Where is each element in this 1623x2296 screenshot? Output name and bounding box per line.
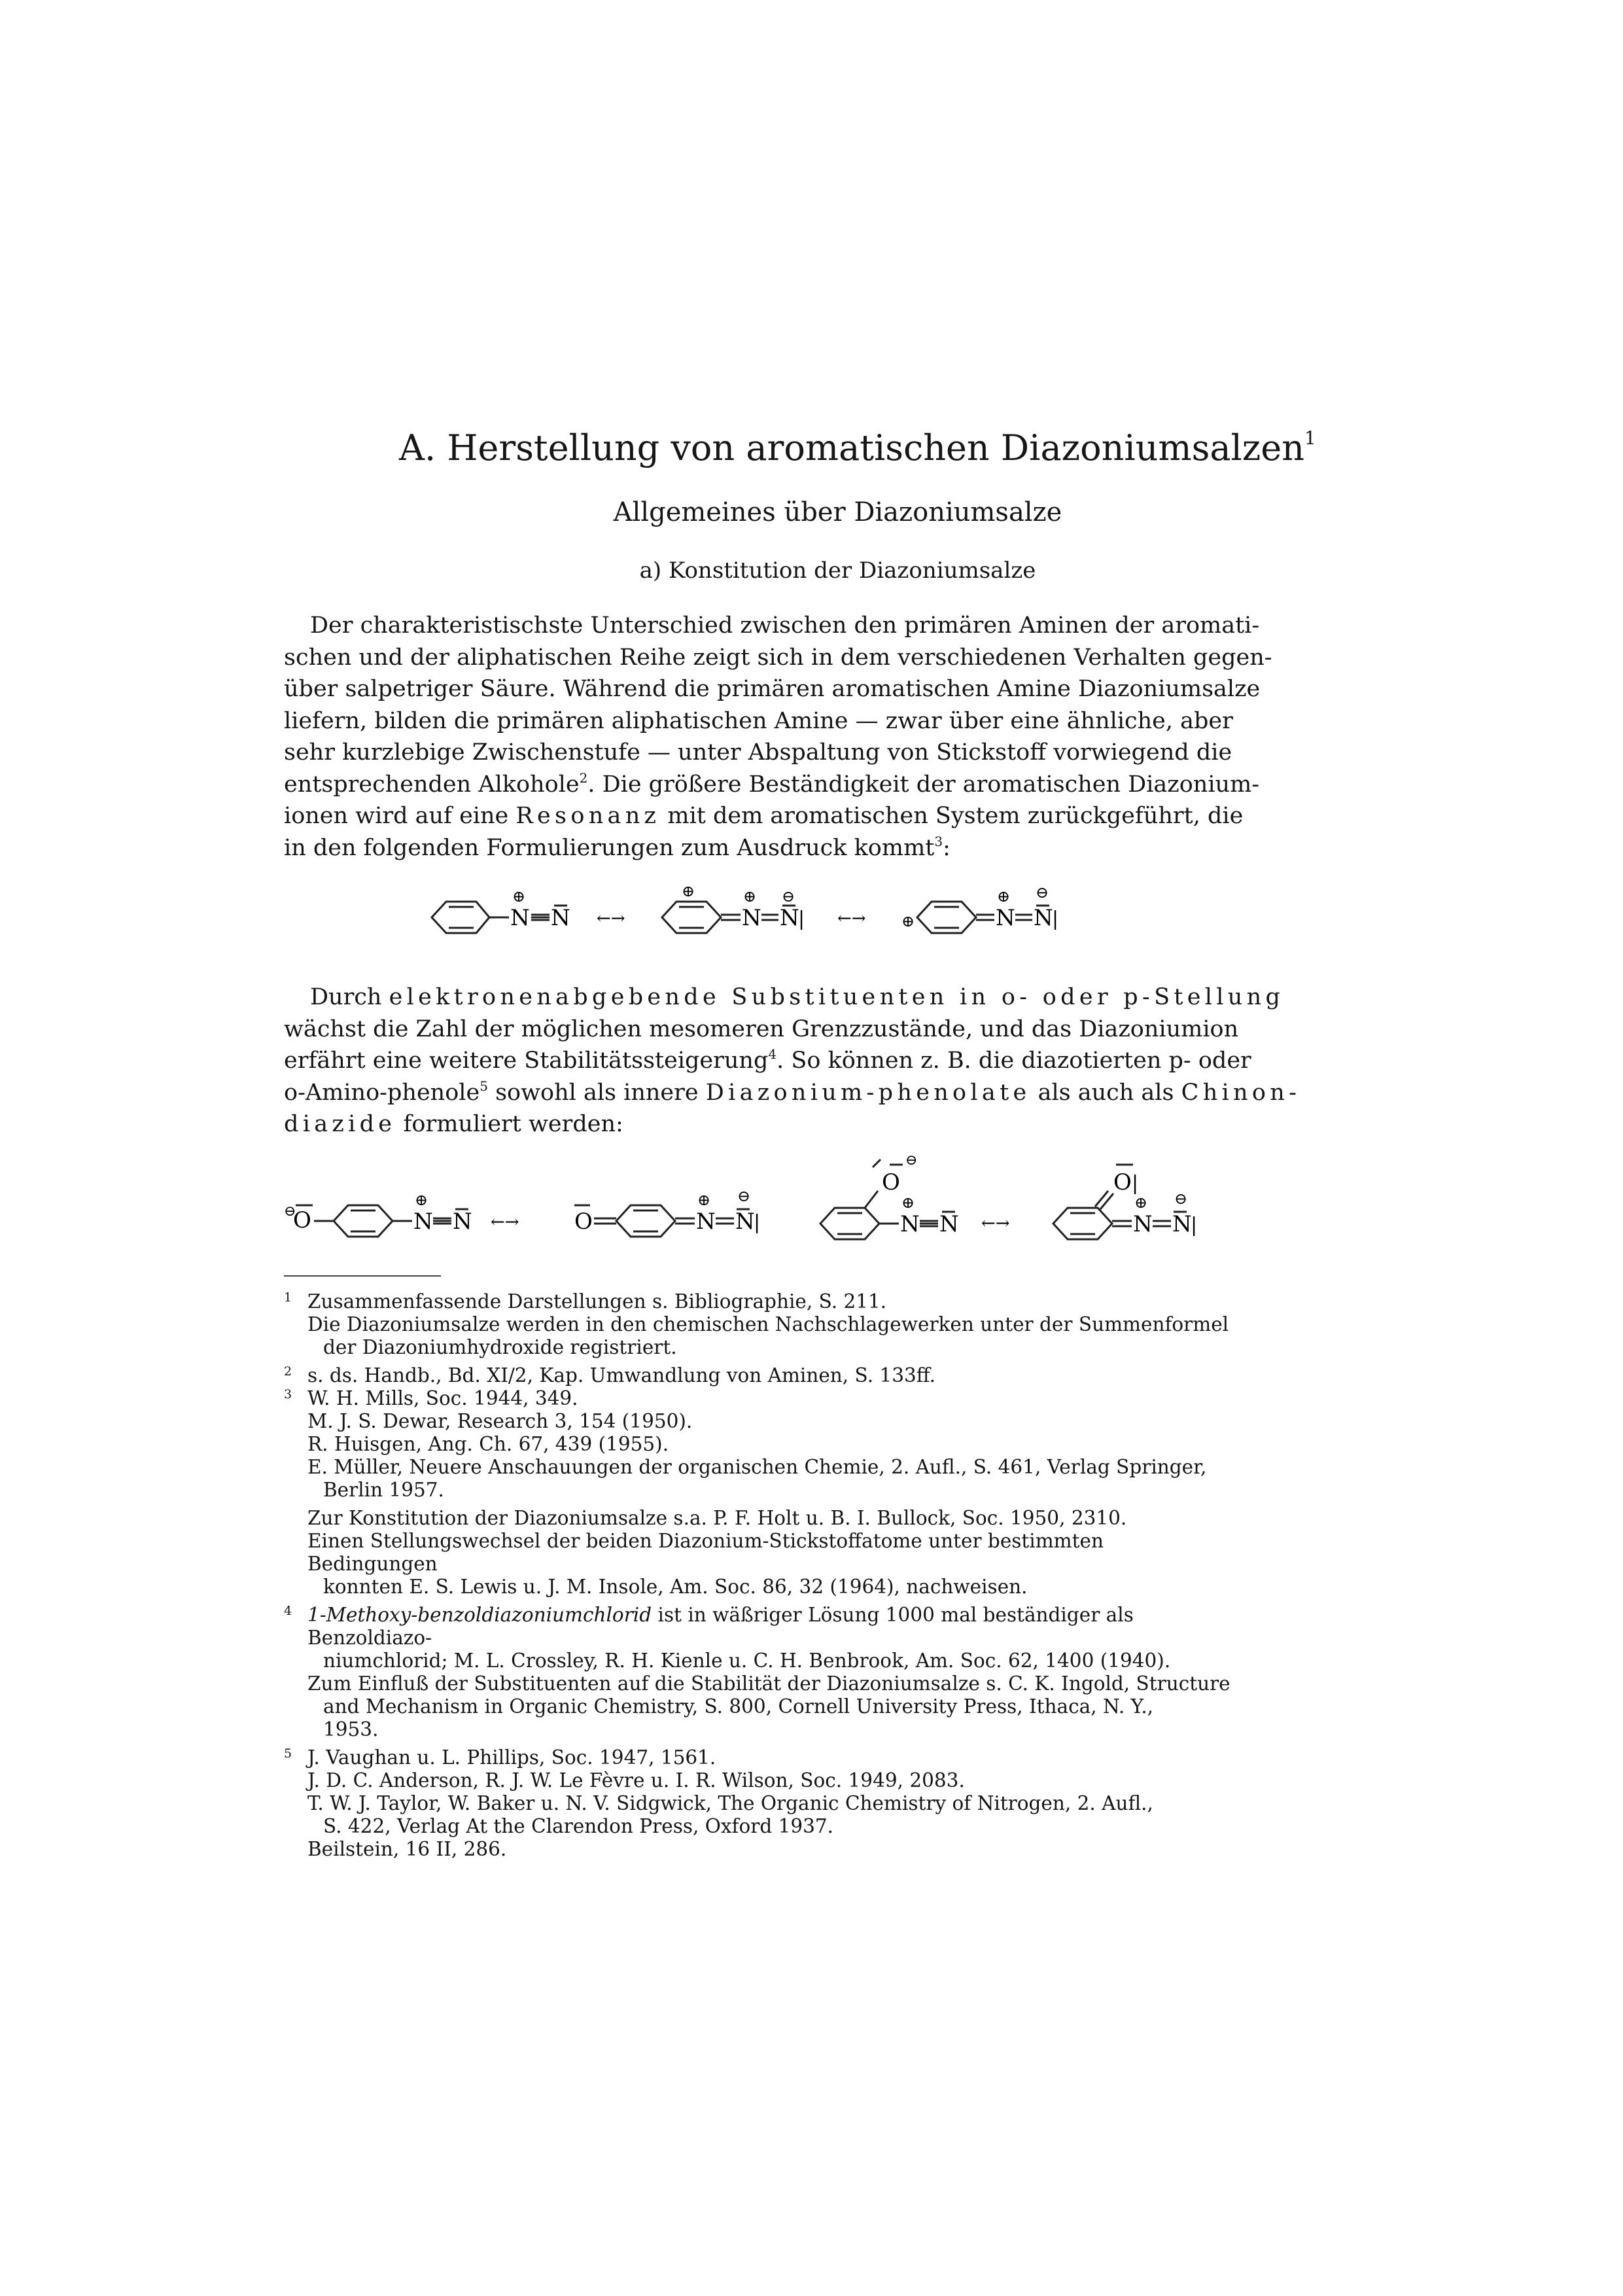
text-line: über salpetriger Säure. Während die primären aromatischen Amine Diazoniumsalze xyxy=(284,676,1261,702)
footnote-ref: 1 xyxy=(1304,427,1316,449)
svg-text:N: N xyxy=(735,1209,755,1235)
svg-text:O: O xyxy=(1113,1169,1132,1195)
svg-text:O: O xyxy=(574,1209,593,1235)
text-line: o-Amino-phenole$^5$ sowohl als innere Diazonium-phenolate als auch als Chinon- xyxy=(284,1078,1301,1106)
paragraph-substituents xyxy=(284,981,1301,1140)
svg-text:⊕: ⊕ xyxy=(901,1193,915,1212)
footnote-3: 3 W. H. Mills, Soc. 1944, 349. xyxy=(284,1387,578,1409)
svg-text:O: O xyxy=(882,1169,900,1195)
svg-text:⊕: ⊕ xyxy=(697,1191,711,1209)
svg-text:N: N xyxy=(742,905,761,931)
footnotes: 1 Zusammenfassende Darstellungen s. Bibliographie, S. 211. Die Diazoniumsalze werden in den chemischen Nachschlagewerken unter der Summenformel der Diazoniumhydroxide registriert. 2 s. ds. Handb., Bd. XI/2, Kap. Umwandlung von Aminen, S. 133ff. 3 W. H. Mills, Soc. 1944, 349. M. J. S. Dewar, Research 3, 154 (1950). R. Huisgen, Ang. Ch. 67, 439 (1955). E. Müller, Neuere Anschauungen der organischen Chemie, 2. Aufl., S. 461, Verlag Springer, Berlin 1957. Zur Konstitution der Diazoniumsalze s.a. P. F. Holt u. B. I. Bullock, Soc. 1950, 2310. Einen Stellungswechsel der beiden Diazonium-Stickstoffatome unter bestimmten Bedingungen konnten E. S. Lewis u. J. M. Insole, Am. Soc. 86, 32 (1964), nachweisen. 4 1-Methoxy-benzoldiazoniumchlorid ist in wäßriger Lösung 1000 mal beständiger als Benzoldiazo- niumchlorid; M. L. Crossley, R. H. Kienle u. C. H. Benbrook, Am. Soc. 62, 1400 (1940). Zum Einfluß der Substituenten auf die Stabilität der Diazoniumsalze s. C. K. Ingold, Structure and Mechanism in Organic Chemistry, S. 800, Cornell University Press, Ithaca, N. Y., 1953. 5 J. Vaughan u. L. Phillips, Soc. 1947, 1561. J. D. C. Anderson, R. J. W. Le Fèvre u. I. R. Wilson, Soc. 1949, 2083. T. W. J. Taylor, W. Baker u. N. V. Sidgwick, The Organic Chemistry of Nitrogen, 2. Aufl., S. 422, Verlag At the Clarendon Press, Oxford 1937. Beilstein, 16 II, 286. xyxy=(284,1290,1239,1861)
svg-text:N: N xyxy=(551,905,570,931)
svg-text:N: N xyxy=(996,905,1015,931)
svg-text:N: N xyxy=(1034,905,1053,931)
text-line: liefern, bilden die primären aliphatischen Amine — zwar über eine ähnliche, aber xyxy=(284,707,1233,734)
footnote-1: 1 Zusammenfassende Darstellungen s. Bibliographie, S. 211. xyxy=(284,1290,887,1313)
svg-text:⊕: ⊕ xyxy=(512,887,526,906)
text-line: Der charakteristischste Unterschied zwischen den primären Aminen der aromati- xyxy=(310,612,1260,639)
svg-text:N: N xyxy=(1133,1211,1153,1237)
footnote-2: 2 s. ds. Handb., Bd. XI/2, Kap. Umwandlung von Aminen, S. 133ff. xyxy=(284,1364,936,1386)
svg-text:⊖: ⊖ xyxy=(1174,1190,1188,1208)
svg-text:O: O xyxy=(293,1207,311,1233)
svg-text:|: | xyxy=(1052,908,1059,930)
svg-text:⊕: ⊕ xyxy=(743,887,757,906)
text-line: schen und der aliphatischen Reihe zeigt sich in dem verschiedenen Verhalten gegen- xyxy=(284,644,1272,671)
text-line: entsprechenden Alkohole$^2$. Die größere Beständigkeit der aromatischen Diazonium- xyxy=(284,769,1260,798)
svg-text:⊖: ⊖ xyxy=(737,1187,751,1205)
svg-text:N: N xyxy=(510,905,530,931)
chapter-title: A. Herstellung von aromatischen Diazoniumsalzen$^1$ xyxy=(399,427,1316,468)
text-line: sehr kurzlebige Zwischenstufe — unter Abspaltung von Stickstoff vorwiegend die xyxy=(284,739,1232,766)
svg-text:⊕: ⊕ xyxy=(997,887,1011,906)
svg-text:←→: ←→ xyxy=(837,909,866,928)
svg-text:⊕: ⊕ xyxy=(1134,1193,1148,1212)
paragraph-constitution xyxy=(284,610,1272,864)
formula-graphic xyxy=(419,877,1204,955)
svg-text:|: | xyxy=(1191,1214,1198,1237)
svg-text:⊖: ⊖ xyxy=(905,1152,918,1169)
text-line: Durch elektronenabgebende Substituenten in o- oder p-Stellung xyxy=(310,984,1285,1010)
footnote-separator xyxy=(284,1275,441,1277)
svg-text:N: N xyxy=(1172,1211,1192,1237)
svg-text:N: N xyxy=(939,1211,959,1237)
formula-graphic xyxy=(284,1145,1239,1269)
svg-text:⊖: ⊖ xyxy=(1036,883,1049,902)
text-line: ionen wird auf eine Resonanz mit dem aromatischen System zurückgeführt, die xyxy=(284,803,1244,829)
svg-text:N: N xyxy=(453,1209,472,1235)
svg-text:←→: ←→ xyxy=(491,1212,519,1232)
text-line: diazide formuliert werden: xyxy=(284,1111,623,1137)
resonance-formula-diazonium xyxy=(419,877,1204,955)
svg-text:N: N xyxy=(413,1209,433,1235)
svg-text:|: | xyxy=(798,908,805,930)
svg-text:⊖: ⊖ xyxy=(284,1203,296,1220)
text-line: erfährt eine weitere Stabilitätssteigerung$^4$. So können z. B. die diazotierten p- oder xyxy=(284,1046,1251,1074)
footnote-5: 5 J. Vaughan u. L. Phillips, Soc. 1947, 1561. xyxy=(284,1746,716,1769)
svg-text:←→: ←→ xyxy=(981,1214,1010,1233)
svg-text:|: | xyxy=(754,1211,761,1234)
svg-text:⊕: ⊕ xyxy=(901,912,915,930)
footnote-4: 4 1-Methoxy-benzoldiazoniumchlorid ist in wäßriger Lösung 1000 mal beständiger als Benzoldiazo- xyxy=(284,1604,1134,1649)
text-line: in den folgenden Formulierungen zum Ausdruck kommt$^3$: xyxy=(284,833,951,861)
svg-text:N: N xyxy=(900,1211,920,1237)
svg-text:←→: ←→ xyxy=(597,909,625,928)
svg-text:|: | xyxy=(1132,1172,1139,1195)
svg-text:N: N xyxy=(780,905,799,931)
svg-text:N: N xyxy=(696,1209,716,1235)
subtitle: Allgemeines über Diazoniumsalze xyxy=(613,497,1062,527)
svg-text:⊖: ⊖ xyxy=(782,887,795,906)
svg-text:⊕: ⊕ xyxy=(415,1191,428,1209)
resonance-formula-phenolate xyxy=(284,1145,1239,1269)
svg-text:⊕: ⊕ xyxy=(682,882,695,900)
section-heading: a) Konstitution der Diazoniumsalze xyxy=(639,557,1036,584)
text-line: wächst die Zahl der möglichen mesomeren Grenzzustände, und das Diazoniumion xyxy=(284,1016,1239,1042)
